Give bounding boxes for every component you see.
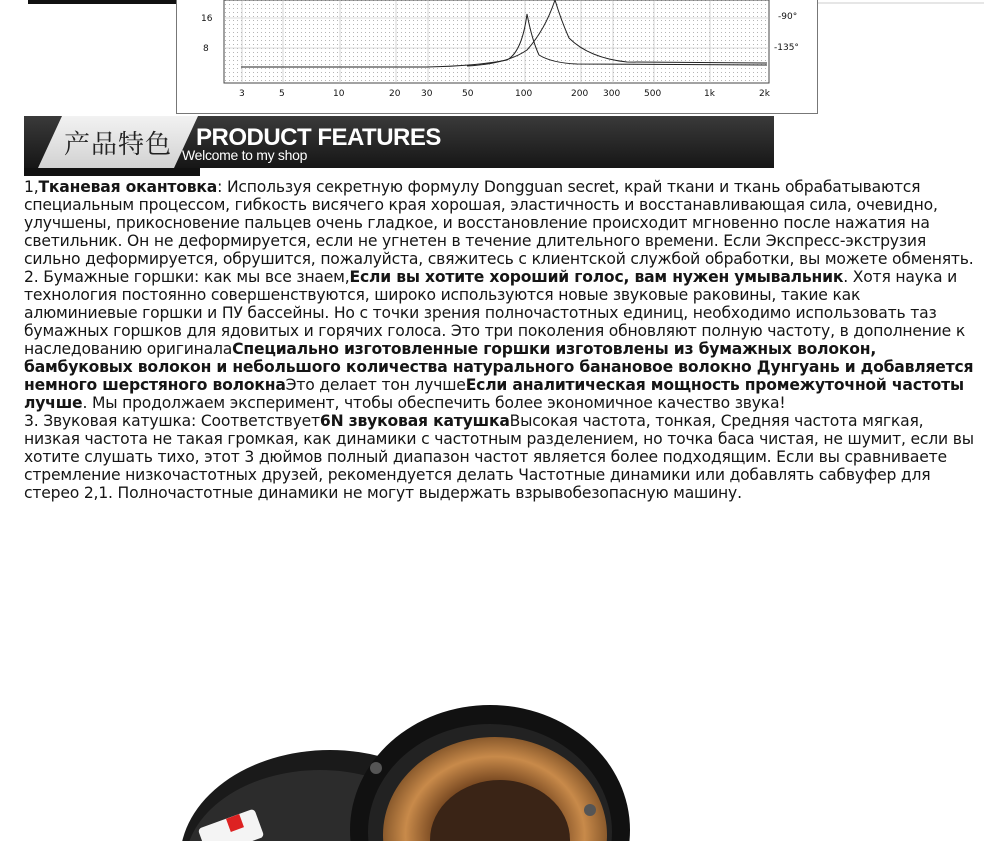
x-tick-200: 200 bbox=[571, 89, 589, 99]
x-tick-3: 3 bbox=[239, 89, 245, 99]
frequency-response-chart bbox=[176, 0, 818, 114]
x-tick-20: 20 bbox=[389, 89, 401, 99]
y-tick-left-16: 16 bbox=[201, 14, 213, 24]
banner-chinese-title: 产品特色 bbox=[64, 130, 173, 160]
speaker-image bbox=[150, 690, 670, 841]
y-tick-left-8: 8 bbox=[203, 44, 209, 54]
p2-bold-3: Если аналитическая мощность промежуточной частоты лучше bbox=[24, 376, 964, 412]
frequency-response-plot bbox=[177, 0, 817, 113]
p1-prefix: 1, bbox=[24, 178, 39, 196]
p3-text-1: 3. Звуковая катушка: Соответствует bbox=[24, 412, 320, 430]
p1-bold-heading: Тканевая окантовка bbox=[38, 178, 218, 196]
x-tick-500: 500 bbox=[644, 89, 662, 99]
y-tick-right-90: -90° bbox=[778, 12, 798, 22]
p3-text-2: Высокая частота, тонкая, Средняя частота мягкая, низкая частота не такая громкая, как динамики с частотным разделением, но точка баса чистая, не шумит, если вы хотите слушать тихо, этот 3 дюймов полный диапазон частот является более подходящим. Если вы сравниваете стремление низкочастотных друзей, рекомендуется делать Частотные динамики или добавлять сабвуфер для стерео 2,1. Полночастотные динамики не могут выдержать взрывобезопасную машину. bbox=[24, 412, 974, 502]
feature-paragraph-paper-cone bbox=[24, 268, 974, 412]
x-tick-30: 30 bbox=[421, 89, 433, 99]
p2-text-4: . Мы продолжаем эксперимент, чтобы обеспечить более экономичное качество звука! bbox=[82, 394, 786, 412]
features-description bbox=[24, 178, 974, 502]
x-tick-100: 100 bbox=[515, 89, 533, 99]
p1-text: : Используя секретную формулу Dongguan secret, край ткани и ткань обрабатываются специальным процессом, гибкость висячего края хорошая, эластичность и восстанавливающая сила, очевидно, улучшены, прикосновение пальцев очень гладкое, и восстановление происходит мгновенно после нажатия на светильник. Он не деформируется, если не угнетен в течение длительного времени. Если Экспресс-экструзия сильно деформируется, обрушится, пожалуйста, свяжитесь с клиентской службой обработки, вы можете обменять. bbox=[24, 178, 974, 268]
x-tick-2k: 2k bbox=[759, 89, 770, 99]
plot-area bbox=[224, 0, 769, 83]
feature-paragraph-voice-coil bbox=[24, 412, 974, 502]
x-tick-1k: 1k bbox=[704, 89, 715, 99]
y-tick-right-135: -135° bbox=[774, 43, 799, 53]
p2-bold-1: Если вы хотите хороший голос, вам нужен умывальник bbox=[349, 268, 844, 286]
banner-underline bbox=[24, 168, 200, 176]
p2-text-3: Это делает тон лучше bbox=[285, 376, 466, 394]
p2-text-1: 2. Бумажные горшки: как мы все знаем, bbox=[24, 268, 350, 286]
p3-bold-1: 6N звуковая катушка bbox=[319, 412, 510, 430]
x-tick-50: 50 bbox=[462, 89, 474, 99]
p2-bold-2: Специально изготовленные горшки изготовлены из бумажных волокон, бамбуковых волокон и небольшого количества натурального банановое волокно Дунгуань и добавляется немного шерстяного волокна bbox=[24, 340, 974, 394]
banner-subtitle: Welcome to my shop bbox=[182, 147, 308, 163]
p2-text-2: . Хотя наука и технология постоянно совершенствуются, широко используются новые звуковые раковины, такие как алюминиевые горшки и ПУ бассейны. Но с точки зрения полночастотных единиц, необходимо использовать таз бумажных горшков для ядовитых и горячих голоса. Это три поколения обновляют полную частоту, в дополнение к наследованию оригинала bbox=[24, 268, 966, 358]
x-tick-300: 300 bbox=[603, 89, 621, 99]
feature-paragraph-fabric-edge bbox=[24, 178, 974, 268]
banner-title: PRODUCT FEATURES bbox=[196, 124, 441, 151]
speaker-photo bbox=[150, 690, 670, 841]
x-tick-5: 5 bbox=[279, 89, 285, 99]
x-tick-10: 10 bbox=[333, 89, 345, 99]
product-features-banner bbox=[24, 116, 774, 168]
